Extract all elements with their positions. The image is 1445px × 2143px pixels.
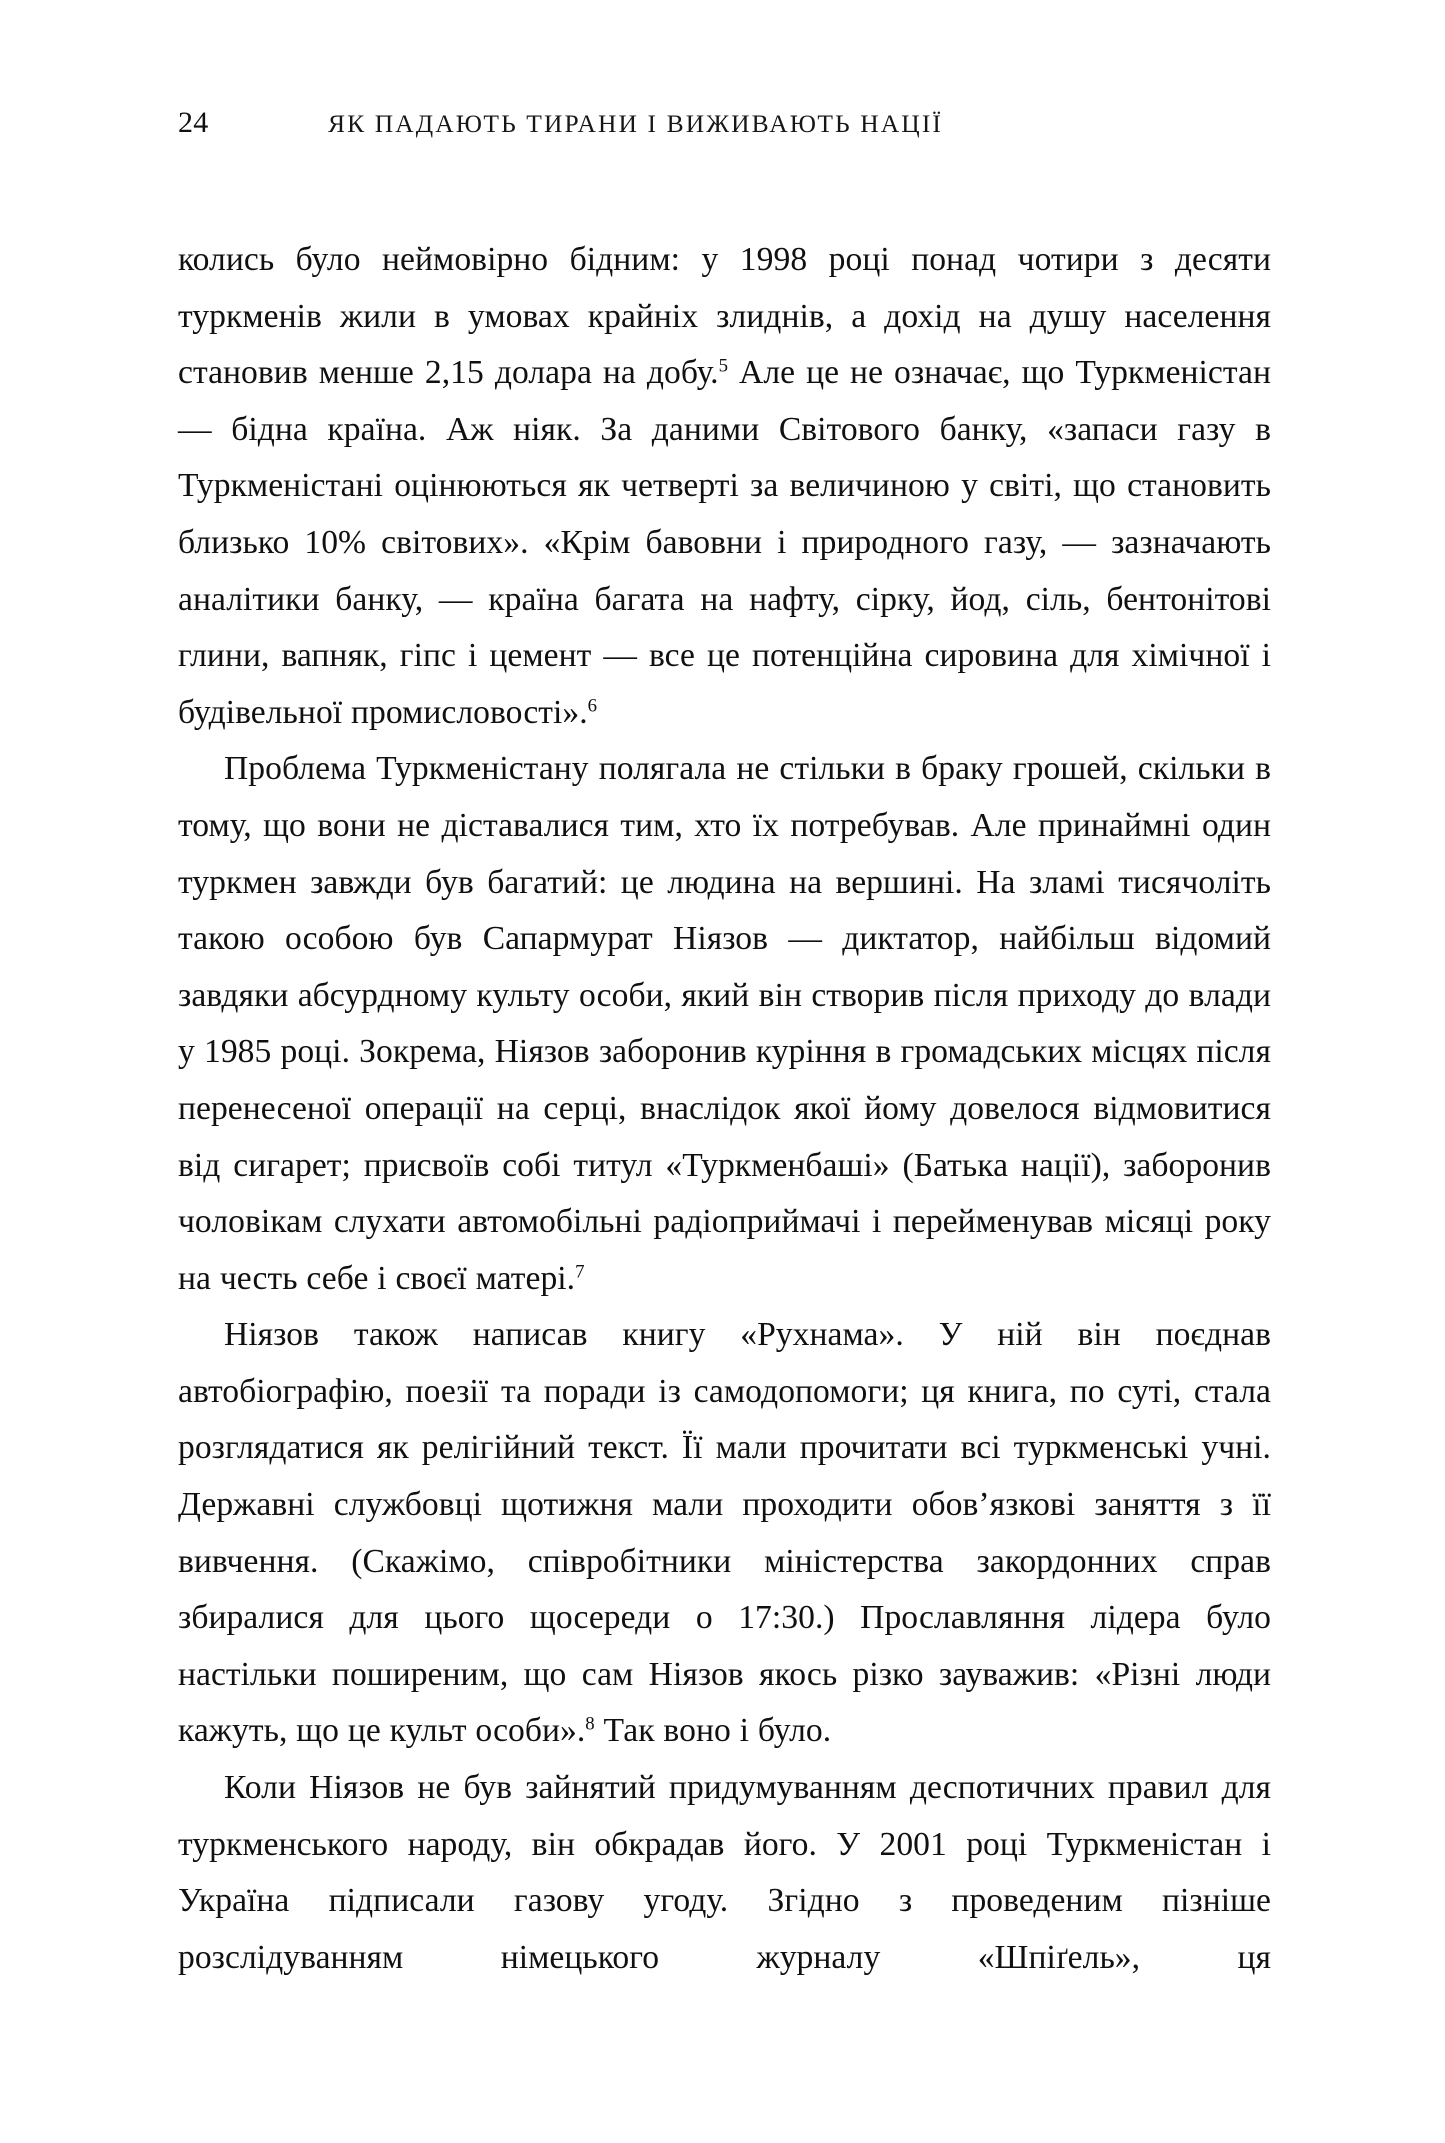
footnote-marker-6[interactable]: 6	[587, 695, 598, 717]
page-number: 24	[178, 106, 209, 139]
footnote-marker-5[interactable]: 5	[718, 355, 729, 377]
paragraph-4-text: Коли Ніязов не був зайнятий придумуванням деспотичних правил для туркменського народу, він обкрадав його. У 2001 році Туркменістан і Україна підписали газову угоду. Згідно з проведеним пізніше розслідуванням німецького журналу «Шпіґель», ця	[178, 1769, 1271, 1976]
paragraph-1-text-a: колись було неймовірно бідним: у 1998 році понад чотири з десяти туркменів жили в умовах крайніх злиднів, а дохід на душу населення становив менше 2,15 долара на добу.	[178, 241, 1271, 392]
running-title: ЯК ПАДАЮТЬ ТИРАНИ І ВИЖИВАЮТЬ НАЦІЇ	[328, 109, 944, 138]
body-text	[178, 232, 1271, 1986]
footnote-marker-8[interactable]: 8	[585, 1713, 595, 1735]
paragraph-1	[178, 232, 1271, 741]
paragraph-2-text-a: Проблема Туркменістану полягала не стільки в браку грошей, скільки в тому, що вони не діставалися тим, хто їх потребував. Але принаймні один туркмен завжди був багатий: це людина на вершині. На зламі тисячоліть такою особою був Сапармурат Ніязов — диктатор, найбільш відомий завдяки абсурдному культу особи, який він створив після приходу до влади у 1985 році. Зокрема, Ніязов заборонив куріння в громадських місцях після перенесеної операції на серці, внаслідок якої йому довелося відмовитися від сигарет; присвоїв собі титул «Туркменбаші» (Батька нації), заборонив чоловікам слухати автомобільні радіоприймачі і перейменував місяці року на честь себе і своєї матері.	[178, 750, 1271, 1297]
paragraph-3	[178, 1307, 1271, 1760]
paragraph-3-text-b: Так воно і було.	[594, 1712, 832, 1750]
paragraph-1-text-b: Але це не означає, що Туркменістан — бідна країна. Аж ніяк. За даними Світового банку, «запаси газу в Туркменістані оцінюються як четверті за величиною у світі, що становить близько 10% світових». «Крім бавовни і природного газу, — зазначають аналітики банку, — країна багата на нафту, сірку, йод, сіль, бентонітові глини, вапняк, гіпс і цемент — все це потенційна сировина для хімічної і будівельної промисловості».	[178, 354, 1271, 731]
paragraph-3-text-a: Ніязов також написав книгу «Рухнама». У ній він поєднав автобіографію, поезії та поради із самодопомоги; ця книга, по суті, стала розглядатися як релігійний текст. Її мали прочитати всі туркменські учні. Державні службовці щотижня мали проходити обов’язкові заняття з її вивчення. (Скажімо, співробітники міністерства закордонних справ збиралися для цього щосереди о 17:30.) Прославляння лідера було настільки поширеним, що сам Ніязов якось різко зауважив: «Різні люди кажуть, що це культ особи».	[178, 1316, 1271, 1750]
footnote-marker-7[interactable]: 7	[575, 1261, 585, 1283]
paragraph-2	[178, 741, 1271, 1307]
paragraph-4	[178, 1760, 1271, 1986]
running-head	[178, 108, 1267, 152]
